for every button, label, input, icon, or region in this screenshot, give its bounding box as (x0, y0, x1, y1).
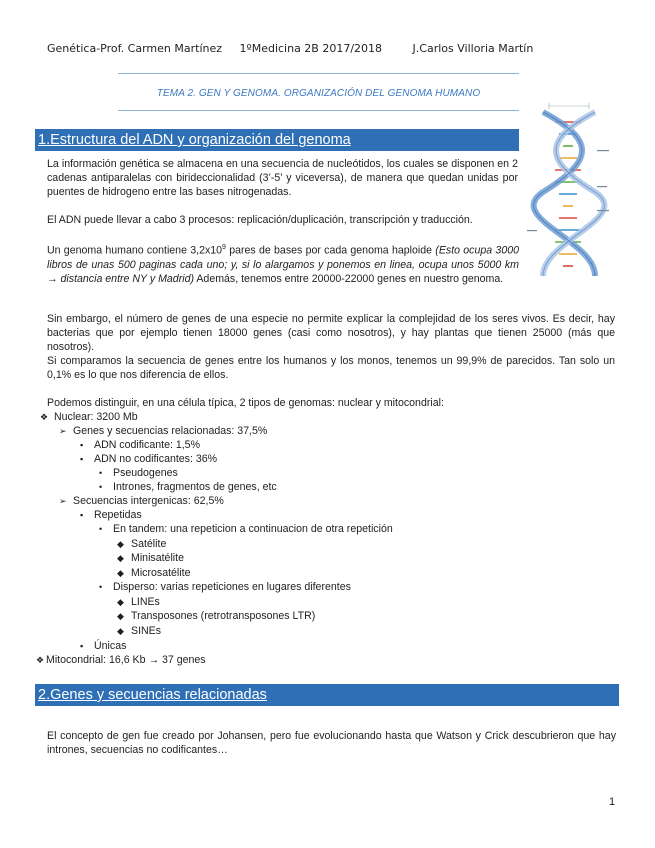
outline-item: • Pseudogenes (99, 467, 178, 479)
square-bullet-icon: ▪ (80, 641, 84, 651)
outline-item: ◆ Satélite (117, 538, 167, 550)
square-bullet-icon: ▪ (80, 510, 84, 520)
paragraph-5: Si comparamos la secuencia de genes entre los humanos y los monos, tenemos un 99,9% de parecidos. Tan solo un 0,1% es lo que nos diferencia de ellos. (47, 355, 615, 382)
outline-item: • Intrones, fragmentos de genes, etc (99, 481, 277, 493)
diamond-bullet-icon: ◆ (117, 626, 124, 636)
arrow-bullet-icon: ➢ (59, 426, 67, 436)
p3-text-a: Un genoma humano contiene 3,2x10 (47, 244, 223, 257)
outline-item: ❖ Nuclear: 3200 Mb (40, 411, 138, 423)
outline-item: ◆ Minisatélite (117, 552, 184, 564)
diamond-bullet-icon: ❖ (36, 655, 45, 665)
paragraph-2: El ADN puede llevar a cabo 3 procesos: replicación/duplicación, transcripción y traducción. (47, 214, 473, 226)
dot-bullet-icon: • (99, 524, 103, 534)
outline-item: ◆ Transposones (retrotransposones LTR) (117, 610, 316, 622)
outline-item: • Disperso: varias repeticiones en lugares diferentes (99, 581, 351, 593)
outline-item: ▪ ADN no codificantes: 36% (80, 453, 218, 465)
diamond-bullet-icon: ◆ (117, 568, 124, 578)
diamond-bullet-icon: ❖ (40, 412, 49, 422)
arrow-bullet-icon: ➢ (59, 496, 67, 506)
dot-bullet-icon: • (99, 468, 103, 478)
outline-item: ▪ Repetidas (80, 509, 142, 521)
paragraph-1: La información genética se almacena en una secuencia de nucleótidos, los cuales se disponen en 2 cadenas antiparalelas con birideccionalidad (3’-5’ y viceversa), de manera que quedan unidas por puentes de hidrogeno entre las bases nitrogenadas. (47, 158, 518, 199)
diamond-bullet-icon: ◆ (117, 553, 124, 563)
topic-rule-top (118, 73, 519, 74)
paragraph-3 (47, 241, 519, 286)
section-1-title: 1.Estructura del ADN y organización del genoma (38, 132, 351, 148)
dna-double-helix-image (525, 100, 613, 282)
diamond-bullet-icon: ◆ (117, 597, 124, 607)
outline-item: ❖ Mitocondrial: 16,6 Kb → 37 genes (36, 654, 206, 666)
p3-text-c: Además, tenemos entre 20000-22000 genes en nuestro genoma. (194, 272, 504, 285)
diamond-bullet-icon: ◆ (117, 611, 124, 621)
topic-title: TEMA 2. GEN Y GENOMA. ORGANIZACIÓN DEL GENOMA HUMANO (156, 88, 481, 99)
page-header (47, 42, 533, 55)
paragraph-6: Podemos distinguir, en una célula típica, 2 tipos de genomas: nuclear y mitocondrial: (47, 397, 444, 409)
section-1-heading (35, 129, 519, 151)
header-course: 1ºMedicina 2B 2017/2018 (239, 42, 383, 55)
header-subject: Genética-Prof. Carmen Martínez (47, 42, 223, 55)
page-number: 1 (609, 796, 616, 808)
p3-exponent: 9 (222, 244, 226, 251)
section-2-paragraph: El concepto de gen fue creado por Johansen, pero fue evolucionando hasta que Watson y Crick descubrieron que hay intrones, secuencias no codificantes… (47, 730, 616, 757)
outline-item: • En tandem: una repeticion a continuacion de otra repetición (99, 523, 393, 535)
outline-item: ➢ Secuencias intergenicas: 62,5% (59, 495, 224, 507)
topic-rule-bottom (118, 110, 519, 111)
outline-item: ➢ Genes y secuencias relacionadas: 37,5% (59, 425, 268, 437)
dot-bullet-icon: • (99, 482, 103, 492)
outline-item: ◆ Microsatélite (117, 567, 191, 579)
section-2-title: 2.Genes y secuencias relacionadas (38, 687, 267, 703)
square-bullet-icon: ▪ (80, 454, 84, 464)
dot-bullet-icon: • (99, 582, 103, 592)
diamond-bullet-icon: ◆ (117, 539, 124, 549)
p3-text-b: pares de bases por cada genoma haploide (225, 244, 436, 257)
outline-item: ◆ LINEs (117, 596, 160, 608)
p3-italic-note: (Esto ocupa 3000 libros de unas 500 paginas cada uno; y, si lo alargamos y ponemos en linea, ocupa unos 5000 km → distancia entre NY y Madrid) (47, 244, 519, 285)
outline-item: ▪ Únicas (80, 640, 127, 652)
outline-item: ▪ ADN codificante: 1,5% (80, 439, 200, 451)
paragraph-4: Sin embargo, el número de genes de una especie no permite explicar la complejidad de los seres vivos. Es decir, hay bacterias que por ejemplo tienen 18000 genes (casi como nosotros), y hay plantas que tienen 25000 (más que nosotros). (47, 313, 615, 354)
section-2-heading (35, 684, 619, 706)
header-author: J.Carlos Villoria Martín (412, 42, 534, 55)
outline-item: ◆ SINEs (117, 625, 162, 637)
square-bullet-icon: ▪ (80, 440, 84, 450)
